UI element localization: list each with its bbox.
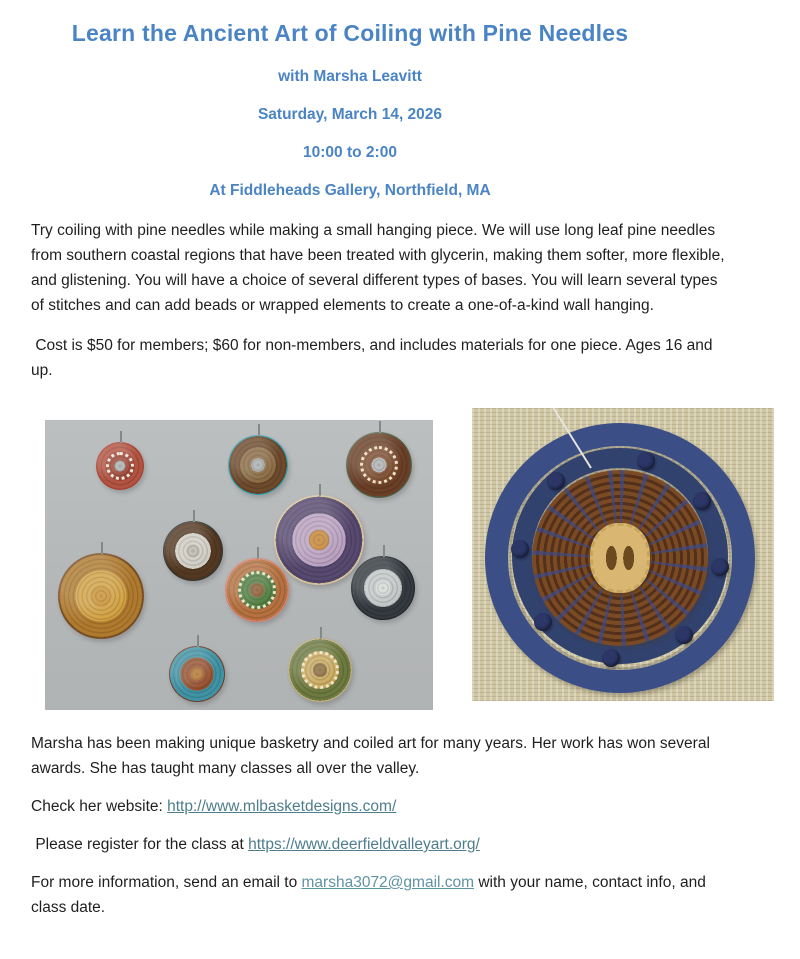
page-title: Learn the Ancient Art of Coiling with Pine Needles <box>71 20 629 46</box>
ornament-teal-ring <box>228 435 288 495</box>
right-photo <box>472 408 774 701</box>
left-photo <box>45 420 433 710</box>
ornament-copper-bead-disc <box>346 432 412 498</box>
hanging-wire <box>379 421 381 433</box>
website-link[interactable]: http://www.mlbasketdesigns.com/ <box>167 798 397 815</box>
register-label: Please register for the class at <box>31 836 249 853</box>
bead-ring <box>360 446 398 484</box>
cost-paragraph: Cost is $50 for members; $60 for non-members, and includes materials for one piece. Ages 16 and up. <box>31 337 717 379</box>
register-line <box>31 832 726 857</box>
ornament-cream-purple-spiral <box>274 495 364 585</box>
hanging-wire <box>193 510 195 522</box>
bio-paragraph: Marsha has been making unique basketry and coiled art for many years. Her work has won several awards. She has taught many classes all over the valley. <box>31 735 715 777</box>
email-line <box>31 870 726 920</box>
bead-ring <box>238 571 275 608</box>
blue-bead <box>693 492 711 510</box>
date-line: Saturday, March 14, 2026 <box>257 106 443 123</box>
blue-bead <box>511 540 529 558</box>
time-line: 10:00 to 2:00 <box>303 144 397 161</box>
hanging-wire <box>257 547 259 559</box>
instructor-line: with Marsha Leavitt <box>278 68 422 85</box>
ornament-dark-web-ring <box>163 521 223 581</box>
blue-bead <box>534 613 552 631</box>
ornament-wheat-olive-disc <box>288 638 352 702</box>
email-text-before: For more information, send an email to <box>31 874 302 891</box>
blue-bead <box>547 472 565 490</box>
hanging-wire <box>319 484 321 496</box>
ornament-amber-woven-disc <box>58 553 144 639</box>
ornament-navy-star-ring <box>351 556 415 620</box>
ornament-salmon-green-disc <box>225 558 289 622</box>
hanging-wire <box>320 627 322 639</box>
website-label: Check her website: <box>31 798 168 815</box>
flyer-body <box>31 218 729 920</box>
location-line: At Fiddleheads Gallery, Northfield, MA <box>209 182 491 199</box>
hanging-wire <box>101 542 103 554</box>
bead-ring <box>106 452 134 480</box>
register-link[interactable]: https://www.deerfieldvalleyart.org/ <box>248 836 480 853</box>
carved-wood-ornament <box>590 523 650 593</box>
ornament-rust-teal-disc <box>169 646 225 702</box>
email-text-after: with your name, contact info, and class date. <box>31 874 711 916</box>
flyer-header <box>0 0 700 203</box>
hanging-wire <box>258 424 260 436</box>
blue-bead <box>675 626 693 644</box>
blue-bead <box>637 452 655 470</box>
blue-bead <box>711 558 729 576</box>
bead-ring <box>301 651 338 688</box>
description-paragraph: Try coiling with pine needles while making a small hanging piece. We will use long leaf pine needles from southern coastal regions that have been treated with glycerin, making them softer, more flexible, and glistening. You will have a choice of several different types of bases. You will learn several types of stitches and can add beads or wrapped elements to create a one-of-a-kind wall hanging. <box>31 222 729 314</box>
hanging-wire <box>120 431 122 443</box>
photos-row <box>31 408 774 711</box>
blue-bead <box>602 649 620 667</box>
ornament-red-beaded-ring <box>96 442 144 490</box>
email-link[interactable]: marsha3072@gmail.com <box>301 874 475 891</box>
website-line <box>31 794 726 819</box>
hanging-wire <box>383 545 385 557</box>
hanging-wire <box>197 635 199 647</box>
